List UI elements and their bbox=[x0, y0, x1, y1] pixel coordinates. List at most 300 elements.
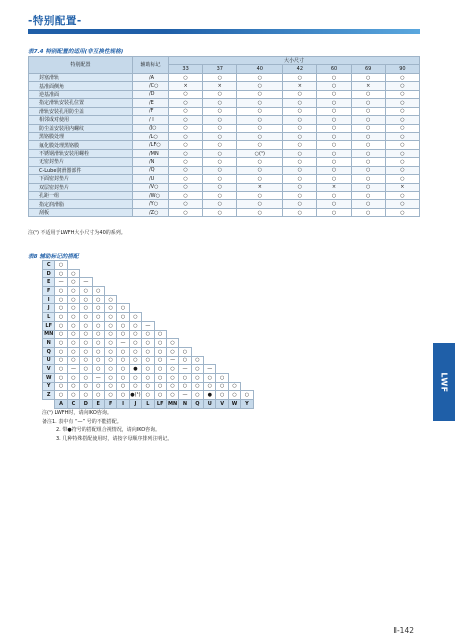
applicability-cell: ○ bbox=[351, 166, 385, 174]
matrix-cell: ○ bbox=[67, 382, 79, 391]
row-label: D bbox=[43, 269, 55, 278]
matrix-empty bbox=[228, 321, 240, 330]
applicability-cell: ○ bbox=[317, 141, 351, 149]
matrix-cell: ○ bbox=[104, 313, 116, 322]
matrix-cell: ○ bbox=[67, 295, 79, 304]
section-side-tab[interactable] bbox=[433, 343, 455, 421]
matrix-cell: ○ bbox=[92, 287, 104, 296]
col-label: MN bbox=[168, 400, 178, 407]
matrix-empty bbox=[191, 321, 203, 330]
applicability-cell: ○ bbox=[203, 132, 237, 140]
matrix-empty bbox=[154, 287, 166, 296]
applicability-cell: ○ bbox=[385, 132, 419, 140]
applicability-cell: ○ bbox=[317, 192, 351, 200]
applicability-cell: ○ bbox=[203, 99, 237, 107]
applicability-cell: ○ bbox=[203, 192, 237, 200]
matrix-empty bbox=[154, 269, 166, 278]
matrix-empty bbox=[191, 330, 203, 339]
matrix-cell: ○ bbox=[80, 321, 92, 330]
matrix-cell: ○ bbox=[191, 356, 203, 365]
applicability-cell: ○ bbox=[385, 192, 419, 200]
matrix-cell: ○ bbox=[191, 373, 203, 382]
matrix-cell: ○ bbox=[166, 365, 178, 374]
feature-name: 氟化膜处理黑铬膜 bbox=[29, 141, 133, 149]
matrix-empty bbox=[166, 287, 178, 296]
table-row bbox=[29, 208, 420, 216]
matrix-empty bbox=[142, 304, 154, 313]
matrix-cell: — bbox=[166, 356, 178, 365]
matrix-empty bbox=[80, 261, 92, 270]
note-line: 2. 带●符号的搭配组合视情况，请向IKO咨询。 bbox=[56, 427, 161, 434]
matrix-empty bbox=[204, 313, 216, 322]
feature-code: /MN bbox=[133, 149, 169, 157]
matrix-row bbox=[43, 304, 254, 313]
matrix-empty bbox=[204, 321, 216, 330]
applicability-cell: ○ bbox=[169, 141, 203, 149]
matrix-cell: ○ bbox=[67, 287, 79, 296]
matrix-empty bbox=[191, 339, 203, 348]
matrix-cell: ○ bbox=[92, 391, 104, 400]
matrix-empty bbox=[142, 313, 154, 322]
matrix-cell: ○ bbox=[166, 382, 178, 391]
applicability-cell: ○ bbox=[169, 73, 203, 81]
matrix-empty bbox=[104, 278, 116, 287]
applicability-cell: ○ bbox=[317, 149, 351, 157]
applicability-cell: ○ bbox=[351, 132, 385, 140]
row-label: E bbox=[43, 278, 55, 287]
col-label: LF bbox=[154, 400, 166, 409]
matrix-cell: ○ bbox=[92, 339, 104, 348]
applicability-cell: ○ bbox=[237, 200, 283, 208]
applicability-cell: ○ bbox=[385, 175, 419, 183]
matrix-cell: ○ bbox=[104, 356, 116, 365]
matrix-cell: ○ bbox=[117, 321, 129, 330]
matrix-empty bbox=[142, 295, 154, 304]
applicability-cell: ○ bbox=[317, 166, 351, 174]
applicability-cell: ○ bbox=[237, 192, 283, 200]
feature-code: /A bbox=[133, 73, 169, 81]
matrix-cell: ○ bbox=[216, 382, 228, 391]
col-label: E bbox=[92, 400, 104, 409]
matrix-cell: ○ bbox=[191, 365, 203, 374]
matrix-cell: ○ bbox=[104, 330, 116, 339]
feature-code: /LF○ bbox=[133, 141, 169, 149]
matrix-cell: ○ bbox=[80, 330, 92, 339]
matrix-cell: ○ bbox=[166, 339, 178, 348]
matrix-cell: ○ bbox=[228, 382, 240, 391]
matrix-cell: — bbox=[80, 278, 92, 287]
matrix-cell: ○ bbox=[55, 365, 67, 374]
matrix-cell: ○ bbox=[80, 356, 92, 365]
applicability-cell: ○ bbox=[351, 116, 385, 124]
matrix-cell: ○ bbox=[92, 365, 104, 374]
matrix-empty bbox=[216, 287, 228, 296]
applicability-cell: ○ bbox=[283, 90, 317, 98]
table1-title: 表7.4 特别配置的适用(非互换性规格) bbox=[28, 49, 124, 55]
col-size-header: 大小尺寸 bbox=[169, 57, 420, 65]
matrix-cell: ○ bbox=[80, 347, 92, 356]
matrix-cell: ○ bbox=[67, 356, 79, 365]
matrix-empty bbox=[216, 278, 228, 287]
matrix-cell: ○ bbox=[117, 330, 129, 339]
applicability-cell: ○ bbox=[237, 158, 283, 166]
applicability-cell: ○ bbox=[317, 82, 351, 90]
applicability-cell: × bbox=[385, 183, 419, 191]
matrix-empty bbox=[191, 261, 203, 270]
applicability-cell: ○ bbox=[317, 175, 351, 183]
applicability-cell: ○ bbox=[237, 124, 283, 132]
matrix-cell: ○ bbox=[92, 347, 104, 356]
note-line: 备注1. 表中有 “—” 号的不能搭配。 bbox=[42, 418, 122, 425]
matrix-empty bbox=[129, 304, 141, 313]
matrix-empty bbox=[117, 295, 129, 304]
matrix-empty bbox=[191, 295, 203, 304]
matrix-empty bbox=[241, 269, 253, 278]
row-label: I bbox=[43, 295, 55, 304]
matrix-empty bbox=[92, 269, 104, 278]
applicability-cell: ○ bbox=[169, 90, 203, 98]
matrix-empty bbox=[204, 356, 216, 365]
applicability-cell: ○ bbox=[237, 99, 283, 107]
applicability-cell: ○ bbox=[169, 158, 203, 166]
applicability-cell: ○ bbox=[385, 124, 419, 132]
col-label: U bbox=[204, 400, 216, 409]
matrix-cell: ○ bbox=[104, 391, 116, 400]
applicability-cell: ○ bbox=[351, 73, 385, 81]
applicability-cell: ○ bbox=[283, 132, 317, 140]
special-spec-table bbox=[28, 56, 420, 217]
matrix-cell: ○ bbox=[92, 321, 104, 330]
title-rule bbox=[28, 29, 420, 34]
matrix-cell: ○ bbox=[117, 347, 129, 356]
matrix-empty bbox=[241, 261, 253, 270]
applicability-cell: × bbox=[203, 82, 237, 90]
applicability-cell: ○ bbox=[385, 141, 419, 149]
matrix-cell: ○ bbox=[129, 321, 141, 330]
matrix-empty bbox=[154, 295, 166, 304]
matrix-cell: ○ bbox=[179, 373, 191, 382]
applicability-cell: ○ bbox=[169, 192, 203, 200]
matrix-empty bbox=[154, 304, 166, 313]
matrix-cell: ○ bbox=[67, 313, 79, 322]
row-label: V bbox=[43, 365, 55, 374]
table-row bbox=[29, 200, 420, 208]
matrix-empty bbox=[179, 261, 191, 270]
matrix-empty bbox=[241, 304, 253, 313]
applicability-cell: ○ bbox=[317, 90, 351, 98]
matrix-empty bbox=[216, 347, 228, 356]
applicability-cell: ○ bbox=[317, 107, 351, 115]
matrix-empty bbox=[216, 269, 228, 278]
applicability-cell: ○ bbox=[203, 141, 237, 149]
table-row bbox=[29, 132, 420, 140]
applicability-cell: ○ bbox=[237, 107, 283, 115]
matrix-empty bbox=[166, 313, 178, 322]
matrix-empty bbox=[228, 278, 240, 287]
matrix-row bbox=[43, 313, 254, 322]
matrix-empty bbox=[241, 356, 253, 365]
combination-table bbox=[42, 260, 254, 409]
row-label: C bbox=[43, 261, 55, 270]
matrix-empty bbox=[179, 295, 191, 304]
matrix-empty bbox=[166, 304, 178, 313]
matrix-cell: ○ bbox=[92, 356, 104, 365]
matrix-empty bbox=[117, 269, 129, 278]
matrix-cell: ○ bbox=[129, 356, 141, 365]
matrix-cell: ○ bbox=[179, 347, 191, 356]
matrix-cell: ○ bbox=[117, 313, 129, 322]
matrix-empty bbox=[166, 330, 178, 339]
row-label: L bbox=[43, 313, 55, 322]
applicability-cell: ○ bbox=[385, 73, 419, 81]
matrix-row bbox=[43, 347, 254, 356]
applicability-cell: ○ bbox=[237, 208, 283, 216]
applicability-cell: ○ bbox=[169, 116, 203, 124]
matrix-cell: ○ bbox=[129, 347, 141, 356]
feature-code: / I bbox=[133, 116, 169, 124]
matrix-empty bbox=[179, 339, 191, 348]
matrix-cell: ○ bbox=[117, 382, 129, 391]
matrix-cell: ○ bbox=[67, 391, 79, 400]
feature-code: /Q bbox=[133, 166, 169, 174]
matrix-cell: — bbox=[142, 321, 154, 330]
applicability-cell: ○ bbox=[169, 200, 203, 208]
feature-code: /Y○ bbox=[133, 200, 169, 208]
matrix-corner bbox=[43, 400, 55, 409]
applicability-cell: ○ bbox=[283, 124, 317, 132]
table-row bbox=[29, 116, 420, 124]
matrix-cell: ○ bbox=[80, 313, 92, 322]
feature-code: /F bbox=[133, 107, 169, 115]
applicability-cell: ○ bbox=[283, 99, 317, 107]
matrix-cell: — bbox=[204, 365, 216, 374]
matrix-empty bbox=[241, 287, 253, 296]
applicability-cell: ○ bbox=[203, 175, 237, 183]
row-label: F bbox=[43, 287, 55, 296]
feature-code: /J○ bbox=[133, 124, 169, 132]
applicability-cell: × bbox=[283, 82, 317, 90]
matrix-empty bbox=[154, 261, 166, 270]
table-row bbox=[29, 183, 420, 191]
matrix-empty bbox=[241, 365, 253, 374]
applicability-cell: ○ bbox=[283, 141, 317, 149]
feature-code: /W○ bbox=[133, 192, 169, 200]
matrix-cell: ○ bbox=[67, 304, 79, 313]
applicability-cell: ○(¹) bbox=[237, 149, 283, 157]
col-label: A bbox=[55, 400, 67, 409]
feature-code: /L○ bbox=[133, 132, 169, 140]
feature-name: 不锈钢滑轨安装用螺栓 bbox=[29, 149, 133, 157]
applicability-cell: ○ bbox=[203, 149, 237, 157]
matrix-cell: ○ bbox=[55, 295, 67, 304]
page-number: Ⅱ-142 bbox=[393, 626, 414, 635]
matrix-cell: ○ bbox=[104, 382, 116, 391]
matrix-row bbox=[43, 391, 254, 400]
note-line: 注(¹) LWFH时，请向IKO咨询。 bbox=[42, 410, 112, 416]
matrix-cell: — bbox=[55, 278, 67, 287]
applicability-cell: ○ bbox=[351, 183, 385, 191]
matrix-cell: ○ bbox=[67, 339, 79, 348]
table-row bbox=[29, 124, 420, 132]
table-row bbox=[29, 192, 420, 200]
matrix-cell: ○ bbox=[154, 347, 166, 356]
table-row bbox=[29, 107, 420, 115]
matrix-empty bbox=[228, 287, 240, 296]
matrix-row bbox=[43, 382, 254, 391]
row-label: U bbox=[43, 356, 55, 365]
matrix-empty bbox=[166, 321, 178, 330]
col-label: L bbox=[142, 400, 154, 409]
matrix-empty bbox=[216, 356, 228, 365]
matrix-cell: ○ bbox=[142, 347, 154, 356]
matrix-empty bbox=[154, 321, 166, 330]
matrix-cell: ○ bbox=[80, 373, 92, 382]
table1-note: 注(¹) 不适用于LWFH大小尺寸为40的系列。 bbox=[28, 230, 126, 236]
matrix-empty bbox=[166, 278, 178, 287]
size-header-33: 33 bbox=[169, 65, 203, 73]
note-line: 3. 几种特殊搭配使用时，请按字母顺序排列注明记。 bbox=[56, 435, 173, 442]
feature-code: /N bbox=[133, 158, 169, 166]
applicability-cell: × bbox=[351, 82, 385, 90]
applicability-cell: ○ bbox=[283, 183, 317, 191]
applicability-cell: ○ bbox=[237, 175, 283, 183]
matrix-cell: ○ bbox=[191, 382, 203, 391]
matrix-cell: ○ bbox=[55, 391, 67, 400]
feature-name: 无密封垫片 bbox=[29, 158, 133, 166]
matrix-empty bbox=[241, 347, 253, 356]
row-label: Z bbox=[43, 391, 55, 400]
matrix-empty bbox=[117, 261, 129, 270]
matrix-cell: ○ bbox=[241, 391, 253, 400]
matrix-empty bbox=[142, 278, 154, 287]
applicability-cell: ○ bbox=[237, 82, 283, 90]
matrix-cell: ○ bbox=[55, 330, 67, 339]
applicability-cell: × bbox=[169, 82, 203, 90]
applicability-cell: ○ bbox=[283, 166, 317, 174]
size-header-37: 37 bbox=[203, 65, 237, 73]
matrix-cell: ○ bbox=[166, 347, 178, 356]
matrix-cell: ● bbox=[129, 365, 141, 374]
matrix-empty bbox=[129, 269, 141, 278]
matrix-empty bbox=[204, 295, 216, 304]
matrix-cell: ○ bbox=[55, 321, 67, 330]
matrix-empty bbox=[204, 278, 216, 287]
table-row bbox=[29, 158, 420, 166]
matrix-empty bbox=[166, 295, 178, 304]
matrix-empty bbox=[129, 295, 141, 304]
matrix-empty bbox=[204, 269, 216, 278]
applicability-cell: ○ bbox=[317, 158, 351, 166]
applicability-cell: ○ bbox=[283, 149, 317, 157]
matrix-cell: ○ bbox=[67, 347, 79, 356]
matrix-empty bbox=[204, 261, 216, 270]
matrix-cell: ○ bbox=[67, 278, 79, 287]
applicability-cell: ○ bbox=[351, 192, 385, 200]
matrix-cell: ○ bbox=[142, 339, 154, 348]
matrix-empty bbox=[191, 287, 203, 296]
matrix-row bbox=[43, 287, 254, 296]
applicability-cell: ○ bbox=[283, 208, 317, 216]
applicability-cell: ○ bbox=[317, 200, 351, 208]
matrix-empty bbox=[129, 278, 141, 287]
matrix-cell: ○ bbox=[55, 373, 67, 382]
matrix-cell: — bbox=[117, 339, 129, 348]
matrix-empty bbox=[166, 261, 178, 270]
matrix-empty bbox=[241, 278, 253, 287]
matrix-empty bbox=[241, 382, 253, 391]
table-row bbox=[29, 141, 420, 149]
applicability-cell: ○ bbox=[169, 107, 203, 115]
matrix-empty bbox=[241, 321, 253, 330]
matrix-empty bbox=[179, 321, 191, 330]
matrix-cell: ○ bbox=[216, 373, 228, 382]
applicability-cell: ○ bbox=[317, 99, 351, 107]
matrix-cell: ○ bbox=[129, 313, 141, 322]
applicability-cell: ○ bbox=[169, 208, 203, 216]
matrix-row bbox=[43, 365, 254, 374]
matrix-row bbox=[43, 373, 254, 382]
applicability-cell: ○ bbox=[203, 107, 237, 115]
matrix-row bbox=[43, 295, 254, 304]
applicability-cell: ○ bbox=[169, 149, 203, 157]
matrix-cell: ○ bbox=[80, 391, 92, 400]
matrix-cell: ○ bbox=[154, 373, 166, 382]
matrix-empty bbox=[228, 304, 240, 313]
row-label: Y bbox=[43, 382, 55, 391]
matrix-empty bbox=[204, 330, 216, 339]
feature-name: 黑铬膜处理 bbox=[29, 132, 133, 140]
applicability-cell: ○ bbox=[385, 82, 419, 90]
applicability-cell: ○ bbox=[283, 107, 317, 115]
applicability-cell: ○ bbox=[237, 141, 283, 149]
applicability-cell: ○ bbox=[351, 99, 385, 107]
matrix-cell: ○ bbox=[67, 321, 79, 330]
col-label: J bbox=[129, 400, 141, 409]
applicability-cell: ○ bbox=[351, 124, 385, 132]
matrix-cell: ○ bbox=[142, 356, 154, 365]
matrix-empty bbox=[104, 269, 116, 278]
matrix-cell: ○ bbox=[166, 373, 178, 382]
matrix-empty bbox=[154, 278, 166, 287]
applicability-cell: ○ bbox=[351, 158, 385, 166]
matrix-cell: ○ bbox=[117, 373, 129, 382]
matrix-empty bbox=[228, 339, 240, 348]
applicability-cell: ○ bbox=[283, 116, 317, 124]
row-label: W bbox=[43, 373, 55, 382]
matrix-cell: ○ bbox=[154, 330, 166, 339]
matrix-empty bbox=[241, 313, 253, 322]
matrix-cell: ○ bbox=[228, 391, 240, 400]
matrix-empty bbox=[228, 313, 240, 322]
matrix-row bbox=[43, 269, 254, 278]
matrix-cell: ○ bbox=[104, 347, 116, 356]
size-header-69: 69 bbox=[351, 65, 385, 73]
feature-code: /U bbox=[133, 175, 169, 183]
matrix-empty bbox=[228, 295, 240, 304]
applicability-cell: ○ bbox=[203, 208, 237, 216]
matrix-cell: — bbox=[67, 365, 79, 374]
matrix-cell: ○ bbox=[129, 330, 141, 339]
applicability-cell: ○ bbox=[169, 99, 203, 107]
matrix-cell: ○ bbox=[142, 391, 154, 400]
applicability-cell: ○ bbox=[317, 116, 351, 124]
applicability-cell: ○ bbox=[203, 116, 237, 124]
matrix-empty bbox=[241, 330, 253, 339]
matrix-cell: ○ bbox=[179, 356, 191, 365]
matrix-cell: ○ bbox=[142, 365, 154, 374]
matrix-empty bbox=[228, 330, 240, 339]
matrix-empty bbox=[241, 295, 253, 304]
